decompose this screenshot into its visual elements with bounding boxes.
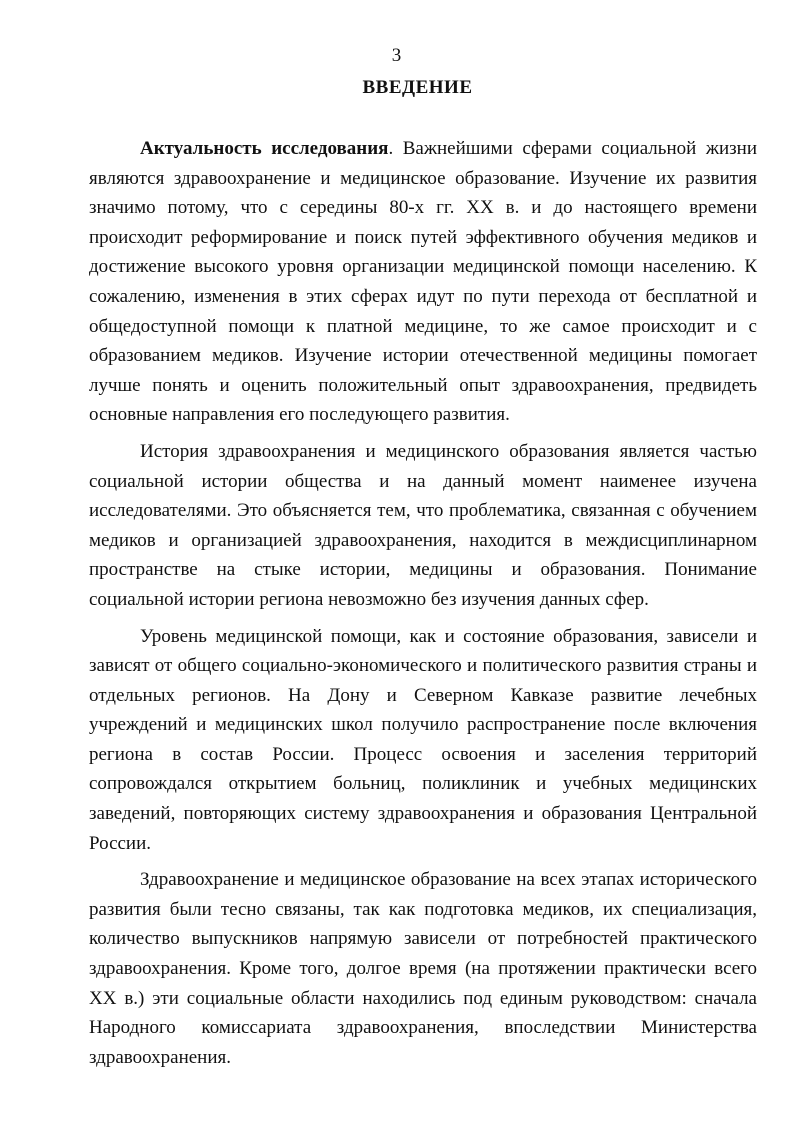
paragraph-text: . Важнейшими сферами социальной жизни являются здравоохранение и медицинское образование. Изучение их развития значимо потому, что с середины 80-х гг. XX в. и до настоящего времени происходит реформирование и поиск путей эффективного обучения медиков и достижение высокого уровня организации медицинской помощи населению. К сожалению, изменения в этих сферах идут по пути перехода от бесплатной и общедоступной помощи к платной медицине, то же самое происходит и с образованием медиков. Изучение истории отечественной медицины помогает лучше понять и оценить положительный опыт здравоохранения, предвидеть основные направления его последующего развития. (89, 138, 757, 426)
paragraph-relevance (89, 134, 757, 430)
body-text (89, 134, 757, 1079)
page-title: ВВЕДЕНИЕ (362, 77, 473, 98)
paragraph-healthcare-education-link: Здравоохранение и медицинское образование на всех этапах исторического развития были тесно связаны, так как подготовка медиков, их специализация, количество выпускников напрямую зависели от потребностей практического здравоохранения. Кроме того, долгое время (на протяжении практически всего XX в.) эти социальные области находились под единым руководством: сначала Народного комиссариата здравоохранения, впоследствии Министерства здравоохранения. (89, 869, 757, 1068)
page-number: 3 (391, 45, 402, 66)
paragraph-lead-heading: Актуальность исследования (140, 138, 389, 159)
paragraph-history: История здравоохранения и медицинского образования является частью социальной истории общества и на данный момент наименее изучена исследователями. Это объясняется тем, что проблематика, связанная с обучением медиков и организацией здравоохранения, находится в междисциплинарном пространстве на стыке истории, медицины и образования. Понимание социальной истории региона невозможно без изучения данных сфер. (89, 440, 757, 610)
paragraph-medical-care-level: Уровень медицинской помощи, как и состояние образования, зависели и зависят от общего социально-экономического и политического развития страны и отдельных регионов. На Дону и Северном Кавказе развитие лечебных учреждений и медицинских школ получило распространение после включения региона в состав России. Процесс освоения и заселения территорий сопровождался открытием больниц, поликлиник и учебных медицинских заведений, повторяющих систему здравоохранения и образования Центральной России. (89, 625, 757, 854)
